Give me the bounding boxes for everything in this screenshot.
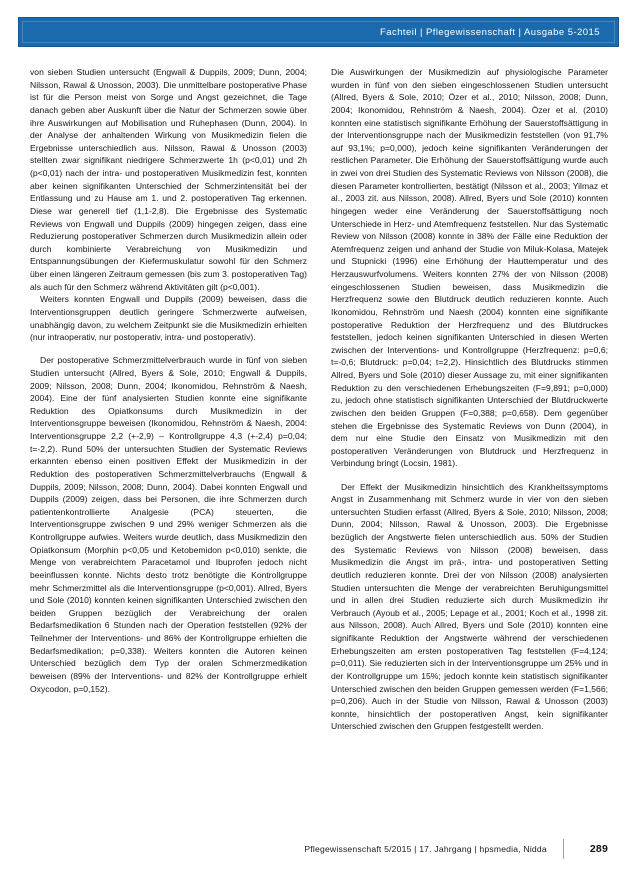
footer-citation: Pflegewissenschaft 5/2015 | 17. Jahrgang | hpsmedia, Nidda: [304, 844, 547, 854]
page-number: 289: [589, 843, 608, 855]
paragraph: Der postoperative Schmerzmittelverbrauch wurde in fünf von sieben Studien untersucht (Allred, Byers & Sole, 2010; Engwall & Duppils, 2009; Nilsson, 2008; Dunn, 2004; Ikonomidou, Rehnström & Naesh, 2004). Eine der fünf analysierten Studien konnte eine signifikante Reduktion des Opiatkonsums durch Musikmedizin in der Interventionsgruppe beweisen (Ikonomidou, Rehnström & Naesh, 2004: Interventionsgruppe 2,2 (+-2,9) – Kontrollgruppe 4,3 (+-2,4) p=0,04; t=-2,2). Rund 50% der untersuchten Studien der Systematic Reviews erkannten ebenso einen positiven Effekt der Musikmedizin in der Reduktion des postoperativen Schmerzmittelverbrauchs (Engwall & Duppils, 2009; Nilsson, 2008; Dunn, 2004). Dabei konnten Engwall und Duppils (2009) zeigen, dass bei Personen, die ihre Schmerzen durch patientenkontrollierte Analgesie (PCA) steuerten, die Interventionsgruppe zwischen 9 und 29% weniger Schmerzen als die Kontrollgruppe aufwies. Weiters wurde deutlich, dass Musikmedizin den Opiatkonsum (Morphin p<0,05 und Ketobemidon p<0,010) senkte, die Menge von verabreichtem Paracetamol und Ibuprofen jedoch nicht beeinflussen konnte. Nichts desto trotz benötigte die Kontrollgruppe mehr Schmerzmittel als die Interventionsgruppe (p<0,001). Allred, Byers und Sole (2010) konnten keinen signifikanten Unterschied zwischen den beiden Gruppen bezüglich der Verabreichung der oralen Bedarfsmedikation 6 Stunden nach der Operation feststellen (92% der Teilnehmer der Interventions- und 86% der Kontrollgruppe erhielten die Bedarfsmedikation; p=0,338). Weiters konnten die Autoren keinen Unterschied bezüglich dem Typ der oralen Schmerzmedikation beweisen (89% der Interventions- und 82% der Kontrollgruppe erhielt Oxycodon, p=0,152).: [30, 355, 307, 694]
paragraph: von sieben Studien untersucht (Engwall & Duppils, 2009; Dunn, 2004; Nilsson, Rawal & Unosson, 2003). Die unmittelbare postoperative Phase ist für die Person meist von Sorge und Angst gezeichnet, die Tage danach geben aber Auskunft über die Natur der Schmerzen sowie über ihre Auswirkungen auf Mobilisation und Ruhephasen (Dunn, 2004). In der Analyse der anhaltenden Wirkung von Musikmedizin fielen die Ergebnisse unterschiedlich aus. Nilsson, Rawal & Unosson (2003) stellten zwar signifikant niedrigere Schmerzwerte 1h (p<0,01) und 2h (p<0,01) nach der intra- und postoperativen Musikmedizin fest, konnten aber keinen signifikanten Unterschied der Schmerzintensität bei der Entlassung und zu Hause am 1. und 2. postoperativen Tag erkennen. Diese war generell tief (1,1-2,8). Die Ergebnisse des Systematic Reviews von Engwall und Duppils (2009) hingegen zeigen, dass eine Reduzierung postoperativer Schmerzen durch Musikmedizin allein oder durch kombinierte Verabreichung von Musikmedizin und Entspannungsübungen der Kiefermuskulatur sowohl für den Schmerz über einen längeren Zeitraum gemessen (bis zum 3. postoperativen Tag) als auch für den Schmerz während Aktivitäten gilt (p<0,001).: [30, 67, 307, 292]
paragraph: Der Effekt der Musikmedizin hinsichtlich des Krankheitssymptoms Angst in Zusammenhang mit Schmerz wurde in vier von den sieben untersuchten Studien erfasst (Allred, Byers & Sole, 2010; Nilsson, 2008; Dunn, 2004; Nilsson, Rawal & Unosson, 2003). Die Ergebnisse bezüglich der Angstwerte fielen unterschiedlich aus. 50% der Studien des Systematic Reviews von Nilsson (2008) beweisen, dass Musikmedizin die Angst im prä-, intra- und postoperativen Setting deutlich reduzieren konnte. Drei der von Nilsson (2008) analysierten Studien untersuchten die Menge der verabreichten Beruhigungsmittel und in allen drei Studien reduzierte sich durch Musikmedizin ihr Verbrauch (Ayoub et al., 2005; Lepage et al., 2001; Koch et al., 1998 zit. aus Nilsson, 2008). Auch Allred, Byers und Sole (2010) konnten eine signifikante Reduktion der Angstwerte während der verschiedenen Erhebungszeiten am ersten postoperativen Tag feststellen (F=4,124; p=0,011). Sie reduzierten sich in der Interventionsgruppe um 25% und in der Kontrollgruppe um 15%; jedoch konnte kein statistisch signifikanter Unterschied zwischen den beiden Gruppen gemessen werden (F=1,566; p=0,206). Auch in der Studie von Nilsson, Rawal & Unosson (2003) konnte, hinsichtlich der postoperativen Angst, kein signifikanter Unterschied zwischen den Gruppen festgestellt werden.: [331, 481, 608, 732]
header-title: Fachteil | Pflegewissenschaft | Ausgabe 5-2015: [380, 26, 600, 38]
paragraph: Weiters konnten Engwall und Duppils (2009) beweisen, dass die Interventionsgruppen deutlich geringere Schmerzwerte aufweisen, unabhängig davon, zu welchem Zeitpunkt sie die Musikmedizin erhielten (nur intraoperativ, nur postoperativ, intra- und postoperativ).: [30, 294, 307, 343]
footer-divider: [563, 839, 564, 859]
paragraph: Die Auswirkungen der Musikmedizin auf physiologische Parameter wurden in fünf von den sieben eingeschlossenen Studien untersucht (Allred, Byers & Sole, 2010; Özer et al., 2010; Nilsson, 2008; Dunn, 2004; Ikonomidou, Rehnström & Naesh, 2004). Özer et al. (2010) konnten eine statistisch signifikante Erhöhung der Sauerstoffsättigung in der Interventionsgruppe nach der Musikmedizin feststellen (von 91,7% auf 93,1%; p=0,000), jedoch keine signifikanten Veränderungen der restlichen Parameter. Die Erhöhung der Sauerstoffsättigung wurde auch in zwei von drei Studien des Systematic Reviews von Nilsson (2008), die diesen Parameter kontrollierten, bestätigt (Nilsson et al., 2003; Yilmaz et al., 2003 zit. aus Nilsson, 2008). Allred, Byers und Sole (2010) konnten hingegen weder eine Veränderung der Sauerstoffsättigung noch Unterschiede in Herz- und Atemfrequenz feststellen. Nur das Systematic Review von Nilsson (2008) konnte in 38% der Fälle eine Reduktion der Atemfrequenz zeigen und anhand der Studie von Miluk-Kolasa, Matejek und Stupnicki (1996) eine Erhöhung der Hauttemperatur und des Herzauswurfvolumens. Weiters konnten 27% der von Nilsson (2008) eingeschlossenen Studien beweisen, dass Musikmedizin die Herzfrequenz sowie den Blutdruck deutlich reduzieren konnte. Auch Ikonomidou, Rehnström und Naesh (2004) konnten eine signifikante postoperative Reduktion der Herzfrequenz und des Blutdruckes feststellen, jedoch keinen signifikanten Unterschied in diesen Werten zwischen der Interventions- und Kontrollgruppe (Herzfrequenz: p=0,6; t=-0,6; Blutdruck: p=0,04; t=2,2). Hinsichtlich des Blutdrucks stimmen Allred, Byers und Sole (2010) dieser Aussage zu, mit einer signifikanten Reduktion zu den verschiedenen Erhebungszeiten (F=9,891; p=0,000) zu, jedoch ohne statistisch signifikanten Unterschied der Blutdruckwerte zwischen den beiden Gruppen (F=0,388; p=0,658). Dem gegenüber stehen die Ergebnisse des Systematic Reviews von Dunn (2004), in dem nur eine Studie den Einsatz von Musikmedizin mit den postoperativen Veränderungen von Blutdruck und Herzfrequenz in Verbindung bringt (Locsin, 1981).: [331, 67, 608, 469]
text-column-right: [331, 66, 608, 822]
article-body: [30, 66, 608, 822]
text-column-left: [30, 66, 307, 822]
running-header: [18, 17, 619, 47]
running-footer: [30, 838, 608, 860]
